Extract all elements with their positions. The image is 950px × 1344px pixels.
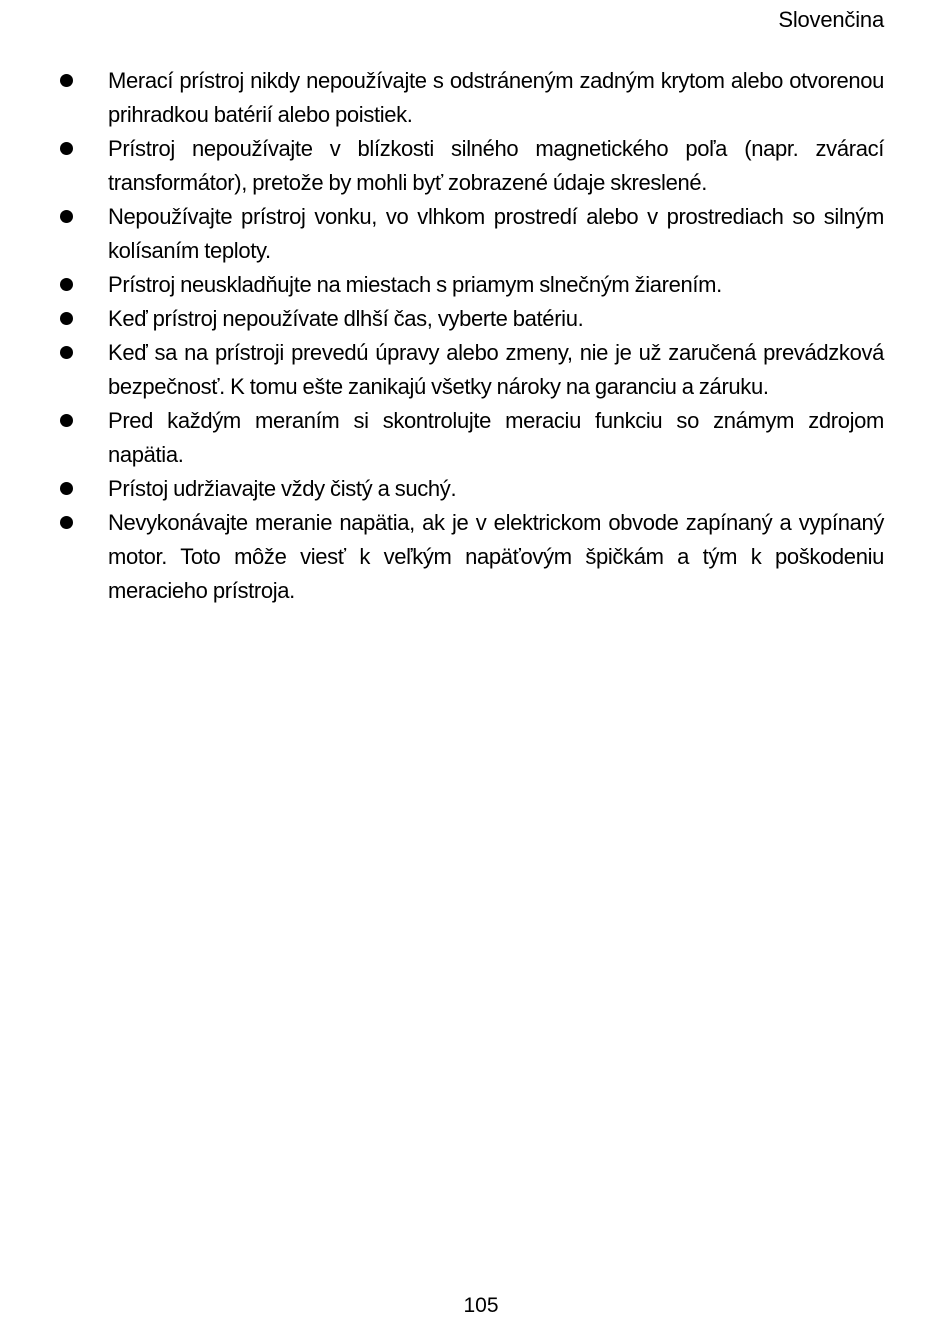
list-item-text: Keď prístroj nepoužívate dlhší čas, vyberte batériu. [108,306,584,331]
bullet-icon [60,482,73,495]
bullet-icon [60,210,73,223]
list-item-text: Prístroj neuskladňujte na miestach s priamym slnečným žiarením. [108,272,722,297]
bullet-icon [60,278,73,291]
bullet-icon [60,142,73,155]
bullet-icon [60,346,73,359]
safety-instructions-list [0,64,950,608]
header-language-label: Slovenčina [778,7,884,32]
list-item [0,404,950,472]
list-item-text: Nevykonávajte meranie napätia, ak je v elektrickom obvode zapínaný a vypínaný motor. Toto môže viesť k veľkým napäťovým špičkám a tým k poškodeniu meracieho prístroja. [108,510,884,603]
bullet-icon [60,312,73,325]
list-item [0,200,950,268]
page-number: 105 [463,1294,499,1317]
bullet-icon [60,516,73,529]
list-item [0,302,950,336]
list-item [0,472,950,506]
list-item [0,132,950,200]
list-item [0,336,950,404]
list-item-text: Keď sa na prístroji prevedú úpravy alebo zmeny, nie je už zaručená prevádzková bezpečnosť. K tomu ešte zanikajú všetky nároky na garanciu a záruku. [108,340,884,399]
list-item [0,268,950,302]
bullet-icon [60,414,73,427]
list-item-text: Merací prístroj nikdy nepoužívajte s odstráneným zadným krytom alebo otvorenou prihradkou batérií alebo poistiek. [108,68,884,127]
list-item-text: Prístroj nepoužívajte v blízkosti silného magnetického poľa (napr. zvárací transformátor), pretože by mohli byť zobrazené údaje skreslené. [108,136,884,195]
list-item-text: Pred každým meraním si skontrolujte meraciu funkciu so známym zdrojom napätia. [108,408,884,467]
list-item [0,506,950,608]
list-item-text: Prístoj udržiavajte vždy čistý a suchý. [108,476,457,501]
bullet-icon [60,74,73,87]
list-item-text: Nepoužívajte prístroj vonku, vo vlhkom prostredí alebo v prostrediach so silným kolísaním teploty. [108,204,884,263]
list-item [0,64,950,132]
